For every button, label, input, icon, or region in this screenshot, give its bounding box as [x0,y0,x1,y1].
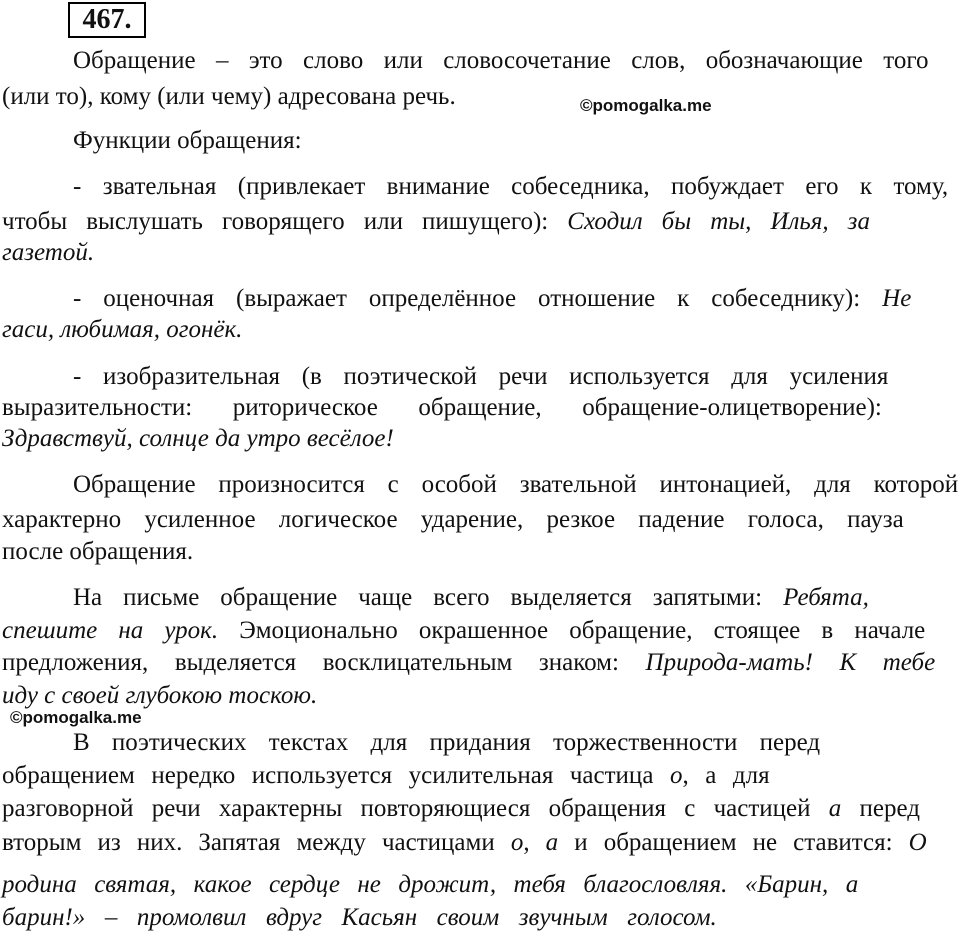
text-line [2,761,770,791]
text-run: На письме обращение чаще всего выделяется запятыми: [73,584,784,611]
text-line [2,238,94,268]
example-italic: спешите на урок. [2,617,219,644]
text-run: вторым из них. Запятая между частицами [2,829,511,856]
example-italic: барин!» – промолвил вдруг Касьян своим звучным голосом. [2,904,717,931]
example-italic: Сходил бы ты, Илья, за [567,208,870,235]
text-line [73,470,958,500]
text-line [73,728,820,758]
text-run: предложения, выделяется восклицательным знаком: [2,649,646,676]
text-run: , [523,829,546,856]
text-line [2,82,456,112]
text-run: характерно усиленное логическое ударение, резкое падение голоса, пауза [2,506,904,533]
text-run: разговорной речи характерны повторяющиеся обращения с частицей [2,795,829,822]
text-run: Обращение – это слово или словосочетание слов, обозначающие того [73,47,929,74]
text-line [2,870,858,900]
text-run: - изобразительная (в поэтической речи используется для усиления [73,363,889,390]
text-run: Обращение произносится с особой звательной интонацией, для которой [73,471,959,498]
text-line [2,616,925,646]
text-run: и обращением не ставится: [558,829,909,856]
example-italic: Ребята, [783,584,869,611]
example-italic: о [669,762,683,789]
text-line [2,828,927,858]
text-line [2,393,882,423]
example-italic: а [828,795,842,822]
text-line [2,207,870,237]
example-italic: Не [882,285,912,312]
example-italic: Природа-мать! К тебе [645,649,936,676]
text-run: , а для [682,762,770,789]
example-italic: газетой. [2,239,95,266]
text-line [73,46,928,76]
watermark: ©pomogalka.me [10,708,142,727]
text-line [2,505,904,535]
text-line [2,681,317,711]
text-run: Функции обращения: [73,127,302,154]
example-italic: о [510,829,524,856]
text-line [73,172,948,202]
text-run: (или то), кому (или чему) адресована речь. [2,83,456,110]
text-run: - оценочная (выражает определённое отношение к собеседнику): [73,285,883,312]
watermark: ©pomogalka.me [580,96,712,115]
text-line [2,315,242,345]
text-run: Эмоционально окрашенное обращение, стоящее в начале [218,617,926,644]
text-line [73,284,911,314]
text-run: В поэтических текстах для придания торжественности перед [73,729,821,756]
text-line [73,362,888,392]
text-run: обращением нередко используется усилительная частица [2,762,670,789]
example-italic: иду с своей глубокою тоскою. [2,682,318,709]
text-line [2,903,717,933]
text-run: выразительности: риторическое обращение, обращение-олицетворение): [2,394,882,421]
text-line [2,424,394,454]
example-italic: Здравствуй, солнце да утро весёлое! [2,425,394,452]
text-run: после обращения. [2,538,194,565]
text-run: чтобы выслушать говорящего или пишущего): [2,208,568,235]
text-line [2,794,920,824]
text-line [73,126,302,156]
example-italic: а [545,829,559,856]
example-italic: гаси, любимая, огонёк. [2,316,243,343]
text-line [2,648,935,678]
example-italic: родина святая, какое сердце не дрожит, тебя благословляя. «Барин, а [2,871,859,898]
example-italic: О [908,829,927,856]
text-run: - звательная (привлекает внимание собеседника, побуждает его к тому, [73,173,949,200]
exercise-number: 467. [68,2,146,38]
text-line [73,583,869,613]
text-line [2,537,193,567]
text-run: перед [841,795,920,822]
